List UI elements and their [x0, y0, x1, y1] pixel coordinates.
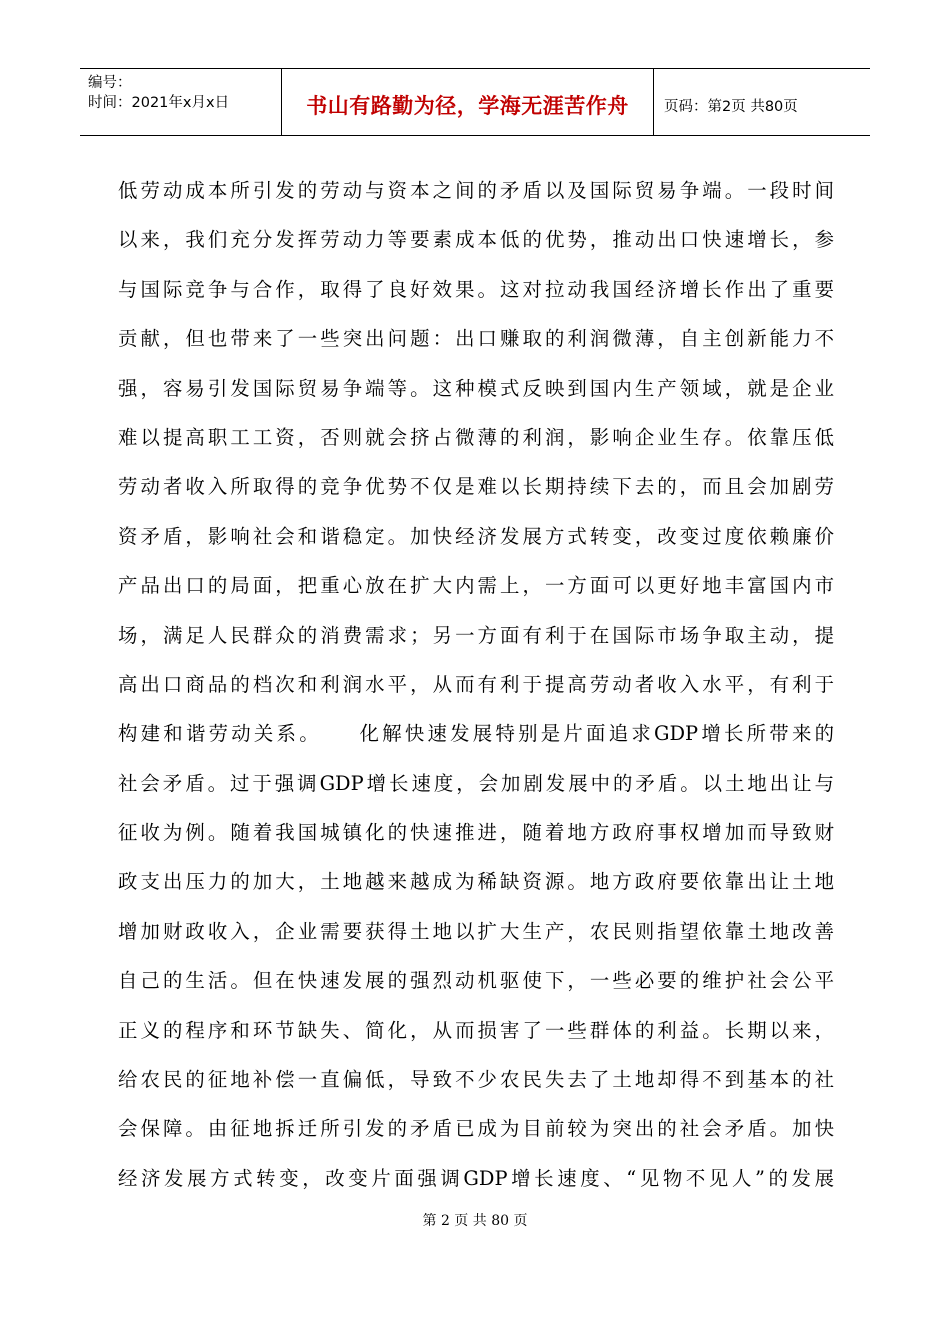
document-body: [118, 166, 834, 1203]
body-line: 征收为例。随着我国城镇化的快速推进，随着地方政府事权增加而导致财: [118, 821, 834, 845]
body-line: 高出口商品的档次和利润水平，从而有利于提高劳动者收入水平，有利于: [118, 672, 834, 696]
body-line: 产品出口的局面，把重心放在扩大内需上，一方面可以更好地丰富国内市: [118, 574, 834, 598]
body-line: 难以提高职工工资，否则就会挤占微薄的利润，影响企业生存。依靠压低: [118, 425, 834, 449]
body-line: 会保障。由征地拆迁所引发的矛盾已成为目前较为突出的社会矛盾。加快: [118, 1117, 834, 1141]
body-line: 以来，我们充分发挥劳动力等要素成本低的优势，推动出口快速增长，参: [118, 228, 834, 252]
page-footer: 第 2 页 共 80 页: [422, 1213, 528, 1229]
document-time: 时间：2021年x月x日: [88, 95, 230, 111]
body-line: 劳动者收入所取得的竞争优势不仅是难以长期持续下去的，而且会加剧劳: [118, 475, 834, 499]
header-motto: 书山有路勤为径，学海无涯苦作舟: [282, 69, 654, 135]
body-line: 强，容易引发国际贸易争端等。这种模式反映到国内生产领域，就是企业: [118, 376, 834, 400]
body-line: 自己的生活。但在快速发展的强烈动机驱使下，一些必要的维护社会公平: [118, 969, 834, 993]
body-line: 社会矛盾。过于强调GDP增长速度，会加剧发展中的矛盾。以土地出让与: [118, 771, 834, 795]
body-line: 给农民的征地补偿一直偏低，导致不少农民失去了土地却得不到基本的社: [118, 1068, 834, 1092]
document-number: 编号：: [88, 75, 132, 91]
header-meta: [80, 69, 282, 135]
body-line: 正义的程序和环节缺失、简化，从而损害了一些群体的利益。长期以来，: [118, 1018, 834, 1042]
body-line: 经济发展方式转变，改变片面强调GDP增长速度、“见物不见人”的发展: [118, 1166, 834, 1190]
body-line: 低劳动成本所引发的劳动与资本之间的矛盾以及国际贸易争端。一段时间: [118, 179, 834, 202]
body-line: 构建和谐劳动关系。 化解快速发展特别是片面追求GDP增长所带来的: [118, 722, 834, 746]
header-page-info: 页码：第2页 共80页: [664, 98, 798, 115]
body-line: 场，满足人民群众的消费需求；另一方面有利于在国际市场争取主动，提: [118, 623, 834, 647]
body-line: 与国际竞争与合作，取得了良好效果。这对拉动我国经济增长作出了重要: [118, 277, 834, 301]
page-header: [80, 68, 870, 136]
body-line: 贡献，但也带来了一些突出问题：出口赚取的利润微薄，自主创新能力不: [118, 327, 834, 351]
body-line: 资矛盾，影响社会和谐稳定。加快经济发展方式转变，改变过度依赖廉价: [118, 524, 834, 548]
body-line: 增加财政收入，企业需要获得土地以扩大生产，农民则指望依靠土地改善: [118, 919, 834, 943]
body-line: 政支出压力的加大，土地越来越成为稀缺资源。地方政府要依靠出让土地: [118, 870, 834, 894]
